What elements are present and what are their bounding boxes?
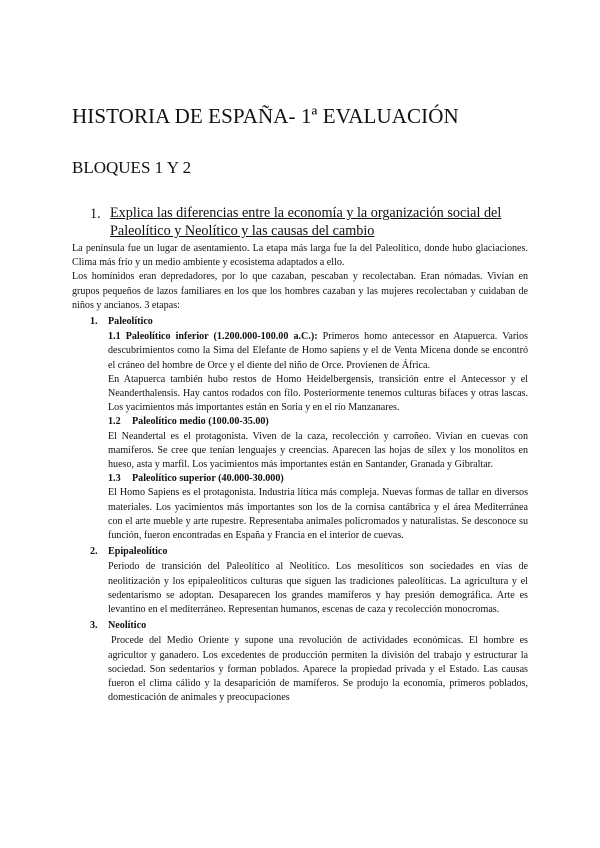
section-title-text: Neolítico [108,620,147,632]
document-title: HISTORIA DE ESPAÑA- 1ª EVALUACIÓN [72,104,459,128]
section-number: 1. [90,316,98,328]
subsection-paragraph: El Neandertal es el protagonista. Viven de la caza, recolección y carroñeo. Vivían en cuevas con mamíferos. Se cree que tenían lenguajes y creencias. Aparecen las hojas de sílex y los monolitos en hueso, asta y marfil. Los yacimientos más importantes están en Santander, Granada y Gibraltar. [108,430,528,471]
subsection-number: 1.3 [108,473,121,485]
section-heading: BLOQUES 1 Y 2 [72,158,192,177]
section-number: 2. [90,546,98,558]
subsection-number: 1.2 [108,416,121,428]
section-title-text: Paleolítico [108,316,153,328]
answer-body [72,242,528,706]
subsection-title: Paleolítico inferior (1.200.000-100.00 a.C.): [125,331,318,343]
subsection-paleolitico-inferior [108,330,528,373]
section-title [72,619,528,633]
section-neolitico [72,619,528,705]
section-paragraph: Periodo de transición del Paleolítico al Neolítico. Los mesolíticos son sociedades en vías de neolitización y los epipaleolíticos culturas que siguen las tradiciones paleolíticas. La agricultura y el sedentarismo se adoptan. Desaparecen los grandes mamíferos y hay presión demográfica. Arte es levantino en el mediterráneo. Representan humanos, escenas de caza y recolección monocromas. [108,561,528,616]
section-title [72,545,528,559]
section-epipaleolitico [72,545,528,617]
intro-paragraph-1: La península fue un lugar de asentamiento. La etapa más larga fue la del Paleolítico, donde hubo glaciaciones. Clima más frío y un medio ambiente y ecosistema adaptados a ello. [72,243,528,269]
section-number: 3. [90,620,98,632]
subsection-paragraph: El Homo Sapiens es el protagonista. Industria lítica más compleja. Nuevas formas de tallar en diversos materiales. Los yacimientos más importantes son los de la cornisa cantábrica y el área Mediterránea con el arte mueble y arte rupestre. Representaba animales policromados y naturalistas. Se desconoce su función, fueron encontradas en España y Francia en el interior de cuevas. [108,487,528,542]
section-title [72,315,528,329]
question-line-1: Explica las diferencias entre la economía y la organización social del [110,205,502,221]
section-paleolitico [72,315,528,543]
question-line-2: Paleolítico y Neolítico y las causas del cambio [110,223,375,239]
question-number: 1. [90,206,101,222]
subsection-paleolitico-superior-title [108,472,528,486]
subsection-number: 1.1 [108,331,121,343]
subsection-text: Primeros homo antecessor en Atapuerca. Varios descubrimientos como la Sima del Elefante de Homo sapiens y el de Venta Micena donde se encontró el cráneo del hombre de Orce y el diente del niño de Orce. Provienen de África. [108,331,528,371]
subsection-paleolitico-medio-title [108,415,528,429]
intro-paragraph-2: Los homínidos eran depredadores, por lo que cazaban, pescaban y recolectaban. Eran nómadas. Vivían en grupos pequeños de lazos familiares en los que los hombres cazaban y las mujeres recolectaban y cuidaban de niños y ancianos. 3 etapas: [72,271,528,311]
subsection-title: Paleolítico medio (100.00-35.00) [132,416,269,428]
section-paragraph: Procede del Medio Oriente y supone una revolución de actividades económicas. El hombre es agricultor y ganadero. Los excedentes de producción permiten la división del trabajo y estructurar la sociedad. Son sedentarios y forman poblados. Aparece la propiedad privada y el Estado. Las causas fueron el clima cálido y la desaparición de mamíferos. Se produjo la economía, primeros poblados, domesticación de animales y preocupaciones [108,635,528,704]
section-title-text: Epipaleolítico [108,546,168,558]
subsection-title: Paleolítico superior (40.000-30.000) [132,473,284,485]
subsection-paragraph: En Atapuerca también hubo restos de Homo Heidelbergensis, transición entre el Antecessor y el Neanderthalensis. Hay cantos rodados con filo. Posteriormente tenemos culturas bifaces y otras lascas. Los yacimientos más importantes están en Soria y en el río Manzanares. [108,373,528,414]
